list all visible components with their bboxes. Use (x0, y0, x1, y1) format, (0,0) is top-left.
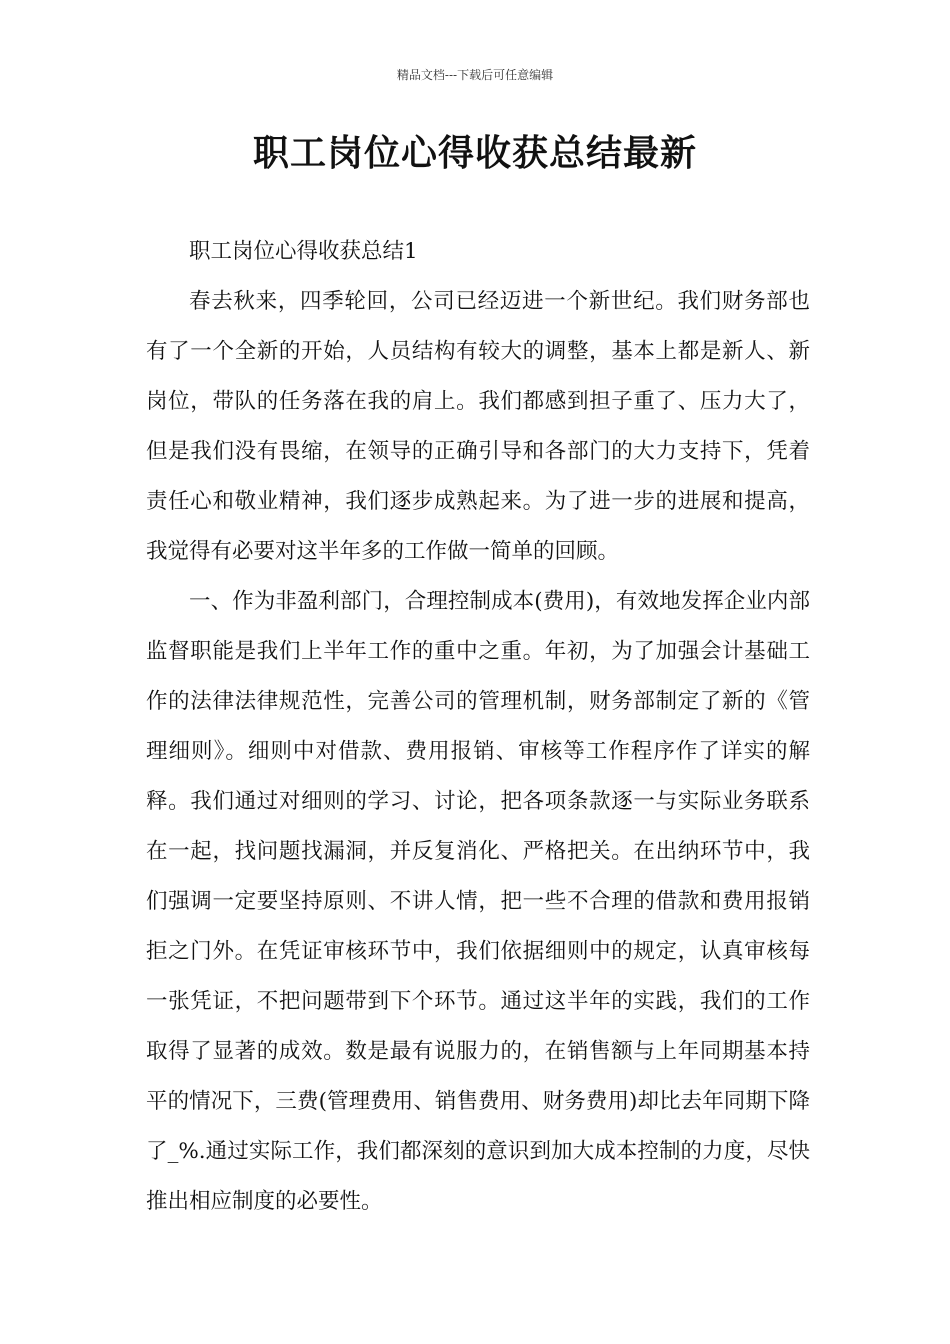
document-title: 职工岗位心得收获总结最新 (252, 133, 697, 174)
document-body (146, 227, 810, 1227)
section-heading: 职工岗位心得收获总结1 (189, 239, 418, 264)
paragraph: 一、作为非盈利部门，合理控制成本(费用)，有效地发挥企业内部监督职能是我们上半年工作的重中之重。年初，为了加强会计基础工作的法律法律规范性，完善公司的管理机制，财务部制定了新的《管理细则》。细则中对借款、费用报销、审核等工作程序作了详实的解释。我们通过对细则的学习、讨论，把各项条款逐一与实际业务联系在一起，找问题找漏洞，并反复消化、严格把关。在出纳环节中，我们强调一定要坚持原则、不讲人情，把一些不合理的借款和费用报销拒之门外。在凭证审核环节中，我们依据细则中的规定，认真审核每一张凭证，不把问题带到下个环节。通过这半年的实践，我们的工作取得了显著的成效。数是最有说服力的，在销售额与上年同期基本持平的情况下，三费(管理费用、销售费用、财务费用)却比去年同期下降了_%.通过实际工作，我们都深刻的意识到加大成本控制的力度，尽快推出相应制度的必要性。 (146, 589, 810, 1214)
header-note: 精品文档---下载后可任意编辑 (396, 68, 554, 82)
paragraph: 春去秋来，四季轮回，公司已经迈进一个新世纪。我们财务部也有了一个全新的开始，人员结构有较大的调整，基本上都是新人、新岗位，带队的任务落在我的肩上。我们都感到担子重了、压力大了，但是我们没有畏缩，在领导的正确引导和各部门的大力支持下，凭着责任心和敬业精神，我们逐步成熟起来。为了进一步的进展和提高，我觉得有必要对这半年多的工作做一简单的回顾。 (146, 289, 810, 564)
